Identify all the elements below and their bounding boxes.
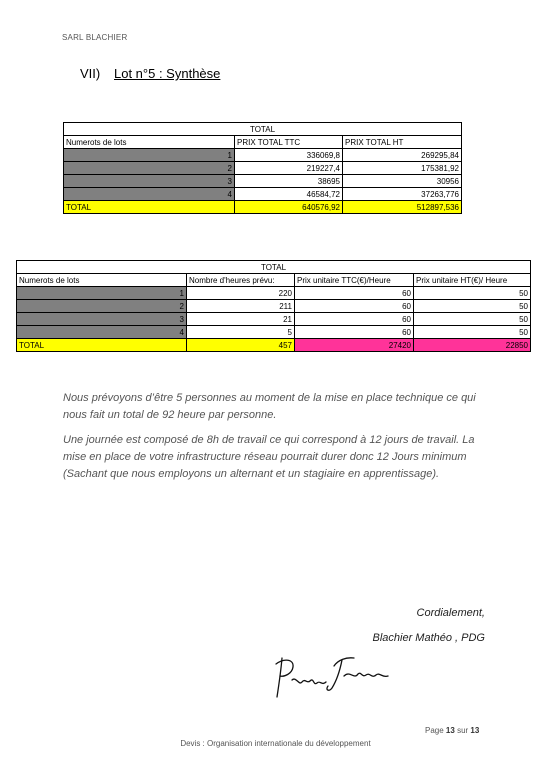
section-title-text: Lot n°5 : Synthèse	[114, 66, 221, 81]
cell-ttc: 336069,8	[235, 149, 343, 162]
cell-ht: 37263,776	[343, 188, 462, 201]
lot-number: 1	[17, 287, 187, 300]
cell-ttc: 38695	[235, 175, 343, 188]
total-ttc: 27420	[295, 339, 414, 352]
total-hours: 457	[187, 339, 295, 352]
price-summary-table	[63, 122, 462, 214]
paragraph-team-size: Nous prévoyons d’être 5 personnes au moment de la mise en place technique ce qui nous fait un total de 92 heure par personne.	[63, 392, 476, 421]
lot-number: 3	[17, 313, 187, 326]
cell-ht: 175381,92	[343, 162, 462, 175]
total-ht: 512897,536	[343, 201, 462, 214]
column-header: Prix unitaire HT(€)/ Heure	[414, 274, 531, 287]
cell-ht-rate: 50	[414, 300, 531, 313]
cell-ttc: 219227,4	[235, 162, 343, 175]
cell-hours: 211	[187, 300, 295, 313]
page-separator: sur	[457, 726, 469, 735]
total-label: TOTAL	[64, 201, 235, 214]
table-row	[64, 149, 462, 162]
cell-hours: 21	[187, 313, 295, 326]
column-header: Prix unitaire TTC(€)/Heure	[295, 274, 414, 287]
lot-number: 4	[17, 326, 187, 339]
table-title: TOTAL	[64, 123, 462, 136]
table-row	[64, 175, 462, 188]
column-header: Numerots de lots	[64, 136, 235, 149]
lot-number: 1	[64, 149, 235, 162]
total-label: TOTAL	[17, 339, 187, 352]
table-total-row	[17, 339, 531, 352]
cell-ttc-rate: 60	[295, 300, 414, 313]
cell-ht: 30956	[343, 175, 462, 188]
table-row	[64, 188, 462, 201]
lot-number: 2	[64, 162, 235, 175]
table-title: TOTAL	[17, 261, 531, 274]
lot-number: 2	[17, 300, 187, 313]
page-total: 13	[470, 726, 480, 735]
page-number	[425, 726, 479, 735]
section-number: VII)	[80, 66, 101, 81]
table-row	[17, 326, 531, 339]
column-header: Numerots de lots	[17, 274, 187, 287]
cell-hours: 220	[187, 287, 295, 300]
page-prefix: Page	[425, 726, 444, 735]
page-current: 13	[445, 726, 455, 735]
lot-number: 4	[64, 188, 235, 201]
paragraph-duration: Une journée est composé de 8h de travail ce qui correspond à 12 jours de travail. La mise en place de votre infrastructure réseau pourrait durer donc 12 Jours minimum (Sachant que nous employons un alternant et un stagiaire en apprentissage).	[63, 434, 475, 480]
closing-greeting: Cordialement,	[416, 607, 485, 619]
cell-ht-rate: 50	[414, 326, 531, 339]
table-row	[64, 162, 462, 175]
column-header: PRIX TOTAL HT	[343, 136, 462, 149]
cell-hours: 5	[187, 326, 295, 339]
table-header-row	[17, 274, 531, 287]
cell-ttc-rate: 60	[295, 326, 414, 339]
lot-number: 3	[64, 175, 235, 188]
column-header: Nombre d'heures prévu:	[187, 274, 295, 287]
cell-ttc-rate: 60	[295, 313, 414, 326]
column-header: PRIX TOTAL TTC	[235, 136, 343, 149]
hours-summary-table	[16, 260, 531, 352]
total-ttc: 640576,92	[235, 201, 343, 214]
section-title	[80, 66, 220, 81]
total-ht: 22850	[414, 339, 531, 352]
document-footer: Devis : Organisation internationale du développement	[180, 739, 371, 748]
company-header: SARL BLACHIER	[62, 33, 128, 42]
signatory-name: Blachier Mathéo , PDG	[372, 632, 485, 644]
handwritten-signature	[272, 650, 397, 702]
table-row	[17, 287, 531, 300]
cell-ht-rate: 50	[414, 287, 531, 300]
table-row	[17, 300, 531, 313]
cell-ht-rate: 50	[414, 313, 531, 326]
cell-ttc-rate: 60	[295, 287, 414, 300]
cell-ht: 269295,84	[343, 149, 462, 162]
table-header-row	[64, 136, 462, 149]
table-row	[17, 313, 531, 326]
cell-ttc: 46584,72	[235, 188, 343, 201]
table-total-row	[64, 201, 462, 214]
